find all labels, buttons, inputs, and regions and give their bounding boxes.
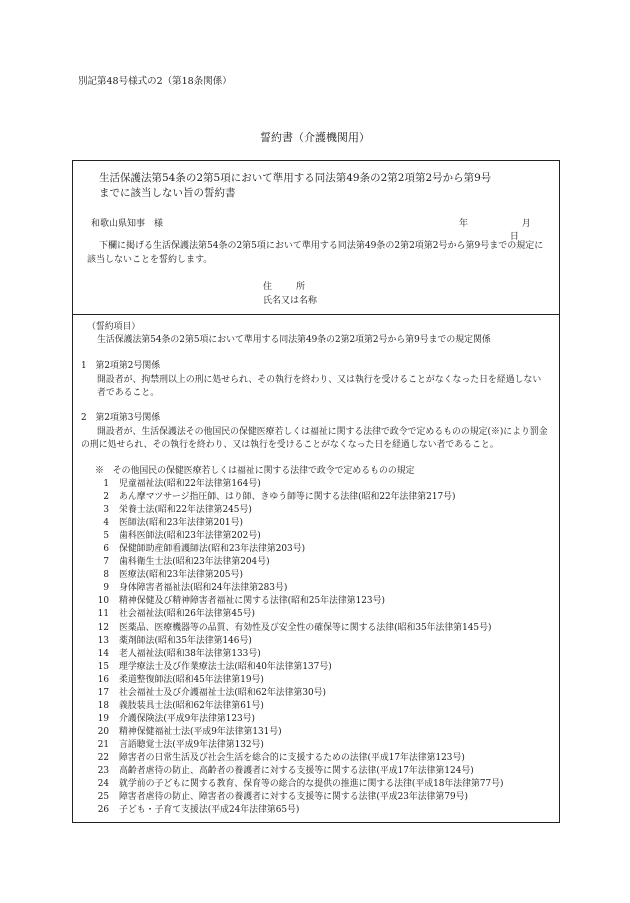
- law-number: 18: [97, 700, 109, 711]
- law-name: 老人福祉法(昭和38年法律第133号): [119, 648, 261, 659]
- items-label: （誓約項目）: [87, 322, 141, 332]
- law-name: 社会福祉士及び介護福祉士法(昭和62年法律第30号): [119, 687, 327, 698]
- law-item: [87, 556, 557, 569]
- law-name: 身体障害者福祉法(昭和24年法律第283号): [119, 583, 288, 594]
- law-item: [87, 648, 557, 661]
- law-item: [87, 595, 557, 608]
- law-name: 精神保健福祉士法(平成9年法律第131号): [119, 726, 282, 737]
- law-number: 4: [103, 518, 109, 529]
- law-name: 障害者の日常生活及び社会生活を総合的に支援するための法律(平成17年法律第123号): [119, 752, 465, 763]
- law-item: [87, 543, 557, 556]
- law-item: [87, 608, 557, 621]
- law-item: [87, 517, 557, 530]
- law-item: [87, 739, 557, 752]
- law-item: [87, 700, 557, 713]
- signature-address-label: 住所: [263, 282, 330, 292]
- form-reference: 別記第48号様式の2（第18条関係）: [78, 76, 232, 87]
- law-item: [87, 491, 557, 504]
- section-2-heading: 2 第2項第3号関係: [81, 413, 161, 423]
- law-number: 2: [103, 492, 109, 503]
- signature-name-label: 氏名又は名称: [263, 296, 318, 306]
- law-item: [87, 530, 557, 543]
- law-name: 理学療法士及び作業療法士法(昭和40年法律第137号): [119, 661, 332, 672]
- law-name: 医師法(昭和23年法律第201号): [119, 518, 243, 529]
- law-item: [87, 687, 557, 700]
- law-name: 障害者虐待の防止、障害者の養護者に対する支援等に関する法律(平成23年法律第79号): [119, 792, 469, 803]
- law-name: 子ども・子育て支援法(平成24年法律第65号): [119, 805, 300, 816]
- law-item: [87, 504, 557, 517]
- pledge-box: [72, 160, 560, 315]
- law-name: あん摩マツサージ指圧師、はり師、きゆう師等に関する法律(昭和22年法律第217号): [119, 492, 456, 503]
- law-name: 保健師助産師看護師法(昭和23年法律第203号): [119, 544, 306, 555]
- law-number: 23: [97, 766, 109, 777]
- pledge-heading-line2: までに該当しない旨の誓約書: [99, 187, 236, 199]
- law-number: 7: [103, 557, 109, 568]
- law-number: 11: [97, 609, 109, 620]
- law-number: 19: [97, 713, 109, 724]
- law-item: [87, 752, 557, 765]
- law-item: [87, 635, 557, 648]
- law-name: 児童福祉法(昭和22年法律第164号): [119, 479, 261, 489]
- law-item: [87, 569, 557, 582]
- law-number: 3: [103, 505, 109, 516]
- law-item: [87, 713, 557, 726]
- section-1-heading: 1 第2項第2号関係: [81, 361, 161, 371]
- law-item: [87, 726, 557, 739]
- items-subtitle: 生活保護法第54条の2第5項において準用する同法第49条の2第2項第2号から第9号までの規定関係: [97, 335, 491, 345]
- law-item: [87, 674, 557, 687]
- law-number: 21: [97, 739, 109, 750]
- pledge-heading-line1: 生活保護法第54条の2第5項において準用する同法第49条の2第2項第2号から第9号: [99, 172, 492, 184]
- date-day-label: 日: [509, 232, 519, 242]
- law-item: [87, 804, 557, 817]
- law-number: 25: [97, 792, 109, 803]
- law-name: 薬剤師法(昭和35年法律第146号): [119, 635, 252, 646]
- law-list-note: ※ その他国民の保健医療若しくは福祉に関する法律で政令で定めるものの規定: [95, 466, 415, 476]
- law-number: 20: [97, 726, 109, 737]
- law-number: 12: [97, 622, 109, 633]
- law-number: 6: [103, 544, 109, 555]
- law-number: 8: [103, 570, 109, 581]
- law-name: 医薬品、医療機器等の品質、有効性及び安全性の確保等に関する法律(昭和35年法律第145号): [119, 622, 492, 633]
- law-number: 9: [103, 583, 109, 594]
- law-name: 医療法(昭和23年法律第205号): [119, 570, 243, 581]
- law-list: [87, 478, 557, 817]
- law-number: 1: [103, 479, 109, 489]
- date-year-label: 年: [459, 219, 469, 229]
- law-name: 歯科医師法(昭和23年法律第202号): [119, 531, 261, 542]
- law-number: 17: [97, 687, 109, 698]
- law-number: 22: [97, 752, 109, 763]
- law-number: 5: [103, 531, 109, 542]
- law-number: 16: [97, 674, 109, 685]
- law-number: 10: [97, 596, 109, 607]
- section-1-text: 開設者が、拘禁刑以上の刑に処せられ、その執行を終わり、又は執行を受けることがなくなった日を経過しない者であること。: [97, 375, 542, 398]
- date-month-label: 月: [521, 219, 531, 229]
- law-item: [87, 778, 557, 791]
- pledge-heading: [99, 171, 549, 201]
- law-number: 13: [97, 635, 109, 646]
- law-name: 義肢装具士法(昭和62年法律第61号): [119, 700, 264, 711]
- law-name: 歯科衛生士法(昭和23年法律第204号): [119, 557, 270, 568]
- document-title: 誓約書（介護機関用）: [260, 131, 370, 144]
- law-item: [87, 765, 557, 778]
- law-item: [87, 622, 557, 635]
- pledge-items-box: [72, 315, 560, 823]
- law-name: 高齢者虐待の防止、高齢者の養護者に対する支援等に関する法律(平成17年法律第124号): [119, 766, 474, 777]
- addressee: 和歌山県知事 様: [91, 219, 164, 229]
- law-name: 精神保健及び精神障害者福祉に関する法律(昭和25年法律第123号): [119, 596, 385, 607]
- law-name: 栄養士法(昭和22年法律第245号): [119, 505, 252, 516]
- law-name: 柔道整復師法(昭和45年法律第19号): [119, 674, 264, 685]
- law-item: [87, 661, 557, 674]
- law-number: 14: [97, 648, 109, 659]
- law-number: 24: [97, 779, 109, 790]
- law-item: [87, 791, 557, 804]
- law-item: [87, 582, 557, 595]
- pledge-statement: 下欄に掲げる生活保護法第54条の2第5項において準用する同法第49条の2第2項第2号から第9号までの規定に該当しないことを誓約します。: [87, 241, 544, 265]
- law-number: 26: [97, 805, 109, 816]
- law-name: 社会福祉法(昭和26年法律第45号): [119, 609, 256, 620]
- section-2-text: 開設者が、生活保護法その他国民の保健医療若しくは福祉に関する法律で政令で定めるものの規定(※)により罰金の刑に処せられ、その執行を終わり、又は執行を受けることがなくなった日を経過しない者であること。: [81, 427, 548, 450]
- law-name: 言語聴覚士法(平成9年法律第132号): [119, 739, 264, 750]
- law-name: 介護保険法(平成9年法律第123号): [119, 713, 256, 724]
- law-item: [87, 478, 557, 491]
- law-name: 就学前の子どもに関する教育、保育等の総合的な提供の推進に関する法律(平成18年法律第77号): [119, 779, 504, 790]
- law-number: 15: [97, 661, 109, 672]
